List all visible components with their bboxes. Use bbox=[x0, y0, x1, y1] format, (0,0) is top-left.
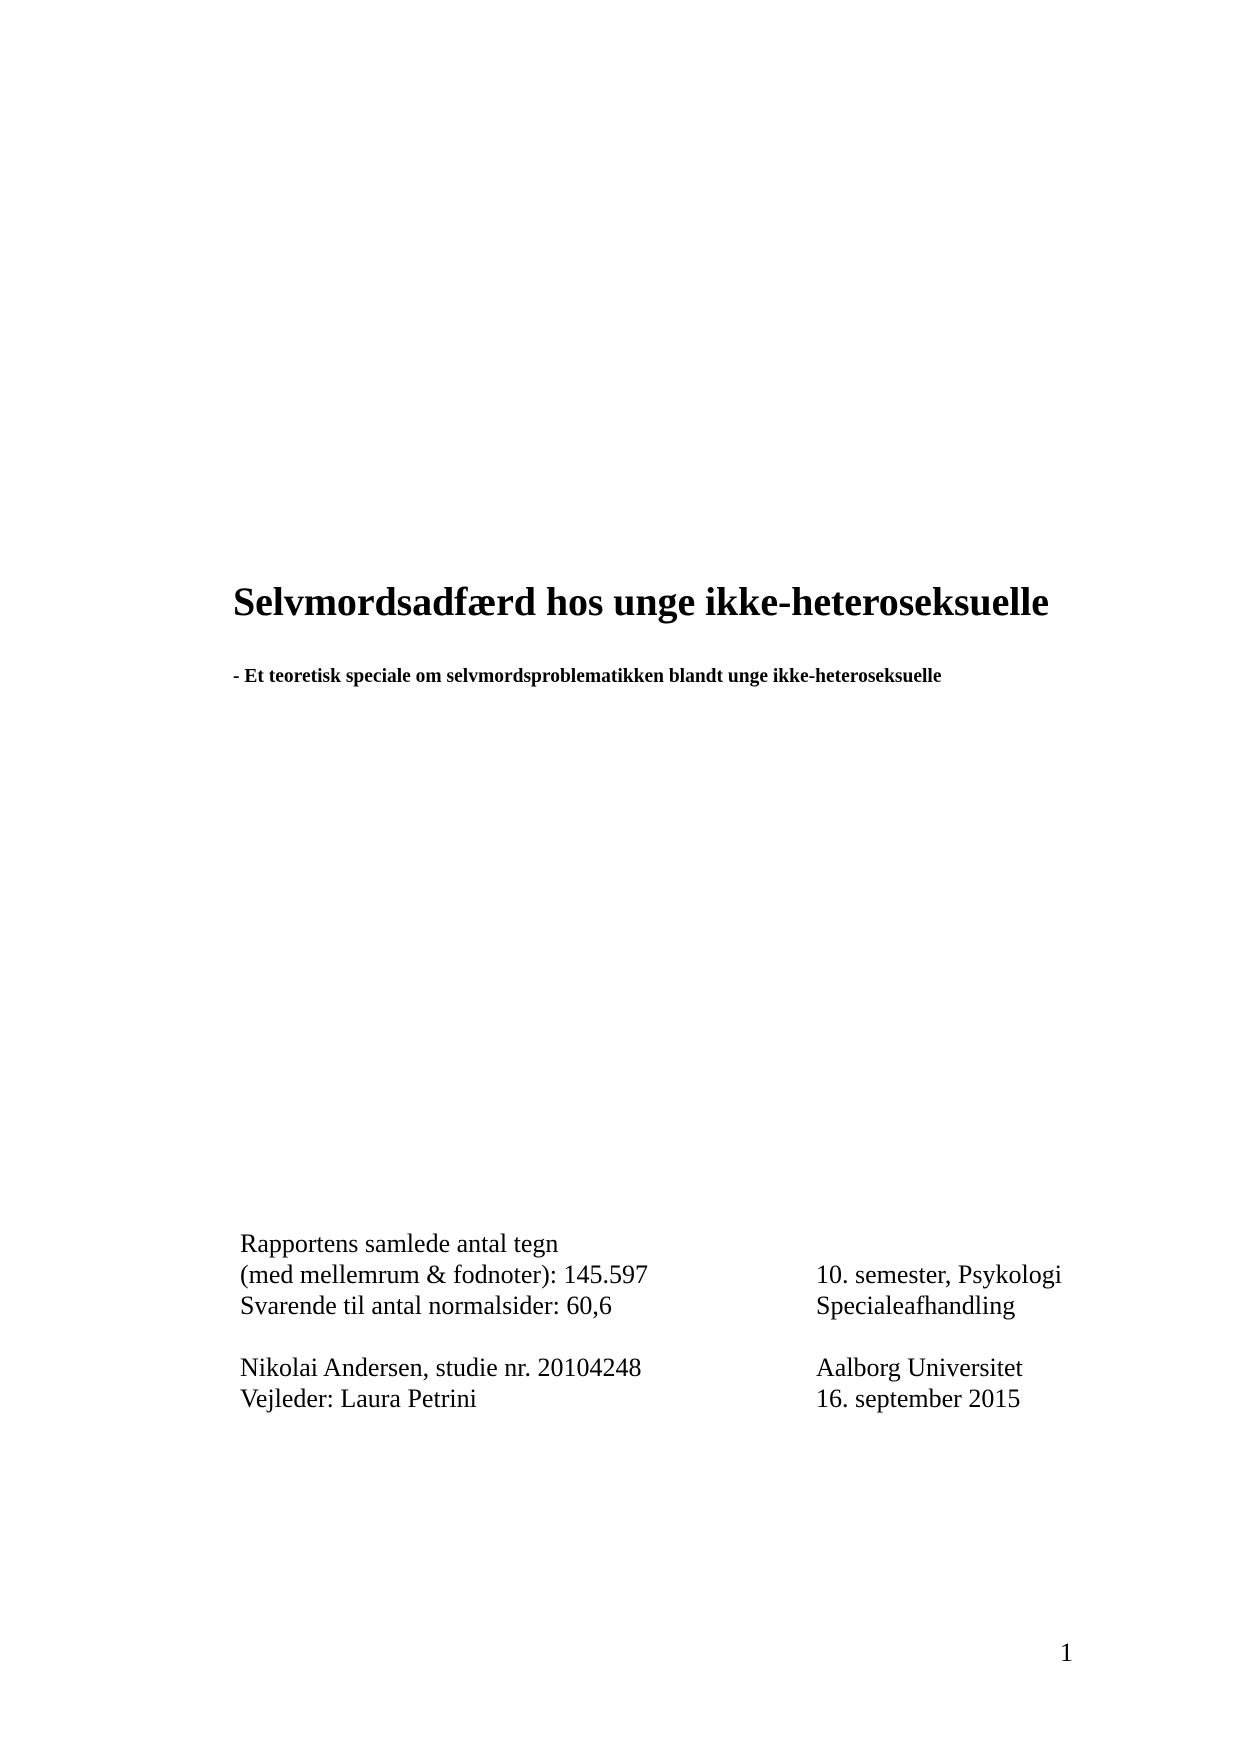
metadata-left-line: Rapportens samlede antal tegn bbox=[240, 1229, 559, 1258]
metadata-left-line: Nikolai Andersen, studie nr. 20104248 bbox=[240, 1353, 642, 1382]
metadata-row bbox=[240, 1259, 1140, 1290]
metadata-left-line: Vejleder: Laura Petrini bbox=[240, 1384, 477, 1413]
metadata-right-line: 10. semester, Psykologi bbox=[816, 1260, 1062, 1289]
metadata-right-line: Aalborg Universitet bbox=[816, 1353, 1023, 1382]
metadata-row bbox=[240, 1228, 1140, 1259]
metadata-right-line: 16. september 2015 bbox=[816, 1384, 1021, 1413]
metadata-left-line: Svarende til antal normalsider: 60,6 bbox=[240, 1291, 612, 1320]
page-number: 1 bbox=[1060, 1638, 1073, 1667]
metadata-row bbox=[240, 1352, 1140, 1383]
page-subtitle: - Et teoretisk speciale om selvmordsproblematikken blandt unge ikke-heteroseksuelle bbox=[233, 665, 942, 687]
metadata-spacer-row bbox=[240, 1321, 1140, 1352]
page-title: Selvmordsadfærd hos unge ikke-heteroseksuelle bbox=[233, 579, 1049, 624]
metadata-row bbox=[240, 1290, 1140, 1321]
metadata-right-line: Specialeafhandling bbox=[816, 1291, 1016, 1320]
metadata-left-line: (med mellemrum & fodnoter): 145.597 bbox=[240, 1260, 648, 1289]
metadata-block bbox=[240, 1228, 1140, 1414]
title-block bbox=[233, 580, 1113, 688]
metadata-row bbox=[240, 1383, 1140, 1414]
